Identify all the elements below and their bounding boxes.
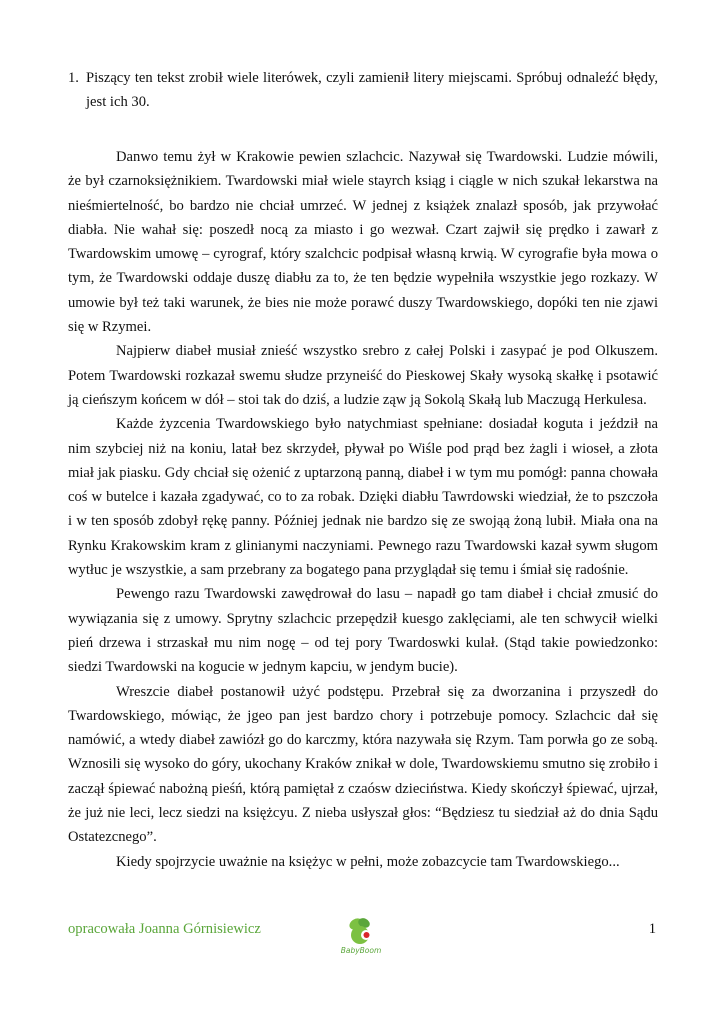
task-instruction [68, 66, 658, 114]
task-number: 1. [68, 70, 79, 86]
paragraph: Najpierw diabeł musiał znieść wszystko srebro z całej Polski i zasypać je pod Olkuszem. Potem Twardowski rozkazał swemu słudze przyneiść do Pieskowej Skały wysoką skałkę i psotawić ją cieńszym końcem w dół – stoi tak do dziś, a ludzie ząw ją Sokolą Skałą lub Maczugą Herkulesa. [68, 343, 658, 408]
paragraph: Pewengo razu Twardowski zawędrował do lasu – napadł go tam diabeł i chciał zmusić do wywiązania się z umowy. Sprytny szlachcic przepędził kuesgo zaklęciami, ale ten schwycił wielki pień drzewa i strzaskał mu nim nogę – od tej pory Twardoswki kulał. (Stąd takie powiedzonko: siedzi Twardowski na kogucie w jednym kapciu, w jendym bucie). [68, 586, 658, 676]
footer-author: opracowała Joanna Górnisiewicz [68, 921, 261, 937]
logo-text: BabyBoom [340, 946, 382, 955]
task-text: Piszący ten tekst zrobił wiele literówek, czyli zamienił litery miejscami. Spróbuj odnaleźć błędy, jest ich 30. [86, 70, 658, 111]
babyboom-logo [336, 915, 386, 957]
paragraph: Danwo temu żył w Krakowie pewien szlachcic. Nazywał się Twardowski. Ludzie mówili, że był czarnoksiężnikiem. Twardowski miał wiele stayrch ksiąg i ciągle w nich szukał lekarstwa na nieśmiertelność, bo bardzo nie chciał umrzeć. W jednej z książek znalazł sposób, jak przywołać diabła. Nie wahał się: poszedł nocą za miasto i go wezwał. Czart zajwił się prędko i zawarł z Twardowskim umowę – cyrograf, który szalchcic podpisał własną krwią. W cyrografie była mowa o tym, że Twardowski oddaje duszę diabłu za to, że ten będzie wypełniła wszystkie jego rozkazy. W umowie był też taki warunek, że bies nie może porawć duszy Twardowskiego, dopóki ten nie zjawi się w Rzymei. [68, 149, 658, 336]
paragraph: Wreszcie diabeł postanowił użyć podstępu. Przebrał się za dworzanina i przyszedł do Twardowskiego, mówiąc, że jgeo pan jest bardzo chory i potrzebuje pomocy. Szlachcic dał się namówić, a wtedy diabeł zawiózł go do karczmy, która nazywała się Rzym. Tam porwła go ze sobą. Wznosili się wysoko do góry, ukochany Kraków znikał w dole, Twardowskiemu smutno się zrobiło i zaczął śpiewać nabożną pieśń, którą pamiętał z czaósw dzieciństwa. Kiedy skończył śpiewać, ujrzał, że już nie leci, lecz siedzi na księżcyu. Z nieba usłyszał głos: “Będziesz tu siedział aż do dnia Sądu Ostatezcnego”. [68, 683, 658, 846]
story-text [68, 145, 658, 874]
page-number: 1 [648, 921, 656, 937]
paragraph: Kiedy spojrzycie uważnie na księżyc w pełni, może zobazcycie tam Twardowskiego... [116, 853, 620, 870]
paragraph: Każde żyzcenia Twardowskiego było natychmiast spełniane: dosiadał koguta i jeździł na nim szybciej niż na koniu, latał bez skrzydeł, pływał po Wiśle pod prąd bez żagli i wioseł, a złota miał jak piasku. Gdy chciał się ożenić z uptarzoną panną, diabeł i w tym mu pomógł: panna chowała coś w butelce i kazała zgadywać, co to za robak. Dzięki diabłu Tawrdowski wiedział, że to pszczoła i w ten sposób zdobył rękę panny. Później jednak nie bardzo się ze swojąą żoną lubił. Miała ona na Rynku Krakowskim kram z glinianymi naczyniami. Pewnego razu Twardowski kazał sywm sługom wytłuc je wszystkie, a sam przebrany za bogatego pana przyglądał się temu i śmiał się radośnie. [68, 416, 658, 579]
